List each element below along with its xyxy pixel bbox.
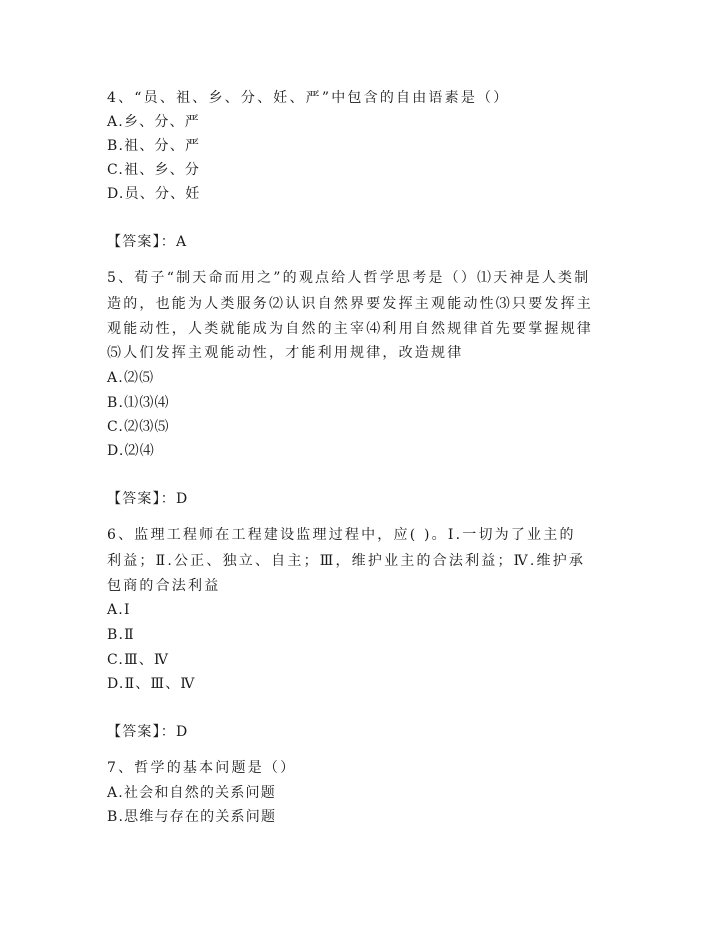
question-5-option-a: A.⑵⑸ [107, 370, 155, 386]
question-7-stem: 7、哲学的基本问题是（） [107, 760, 297, 776]
question-4-stem: 4、“员、祖、乡、分、妊、严”中包含的自由语素是（） [107, 90, 510, 106]
question-7-option-a: A.社会和自然的关系问题 [107, 785, 276, 801]
question-4-option-c: C.祖、乡、分 [107, 162, 201, 178]
question-5-stem-line-1: 5、荀子“制天命而用之”的观点给人哲学思考是（）⑴天神是人类制 [107, 270, 591, 286]
question-5-stem-line-4: ⑸人们发挥主观能动性，才能利用规律，改造规律 [107, 345, 464, 361]
question-4-answer: 【答案】：A [107, 234, 188, 250]
question-6-option-a: A.Ⅰ [107, 602, 131, 618]
question-4-option-b: B.祖、分、严 [107, 138, 201, 154]
question-4-option-a: A.乡、分、严 [107, 114, 200, 130]
question-5-answer: 【答案】：D [107, 491, 189, 507]
question-5-option-c: C.⑵⑶⑸ [107, 419, 170, 435]
question-5-stem-line-3: 观能动性，人类就能成为自然的主宰⑷利用自然规律首先要掌握规律 [107, 321, 593, 337]
question-6-option-c: C.Ⅲ、Ⅳ [107, 652, 170, 668]
question-4-option-d: D.员、分、妊 [107, 186, 201, 202]
question-6-stem-line-1: 6、监理工程师在工程建设监理过程中，应( )。Ⅰ.一切为了业主的 [107, 527, 576, 543]
question-6-option-d: D.Ⅱ、Ⅲ、Ⅳ [107, 676, 196, 692]
question-5-option-b: B.⑴⑶⑷ [107, 395, 170, 411]
question-6-option-b: B.Ⅱ [107, 627, 135, 643]
question-6-answer: 【答案】：D [107, 724, 189, 740]
question-7-option-b: B.思维与存在的关系问题 [107, 809, 277, 825]
question-6-stem-line-2: 利益；Ⅱ.公正、独立、自主；Ⅲ，维护业主的合法利益；Ⅳ.维护承 [107, 553, 586, 569]
question-5-stem-line-2: 造的，也能为人类服务⑵认识自然界要发挥主观能动性⑶只要发挥主 [107, 296, 593, 312]
question-5-option-d: D.⑵⑷ [107, 443, 155, 459]
question-6-stem-line-3: 包商的合法利益 [107, 578, 221, 594]
